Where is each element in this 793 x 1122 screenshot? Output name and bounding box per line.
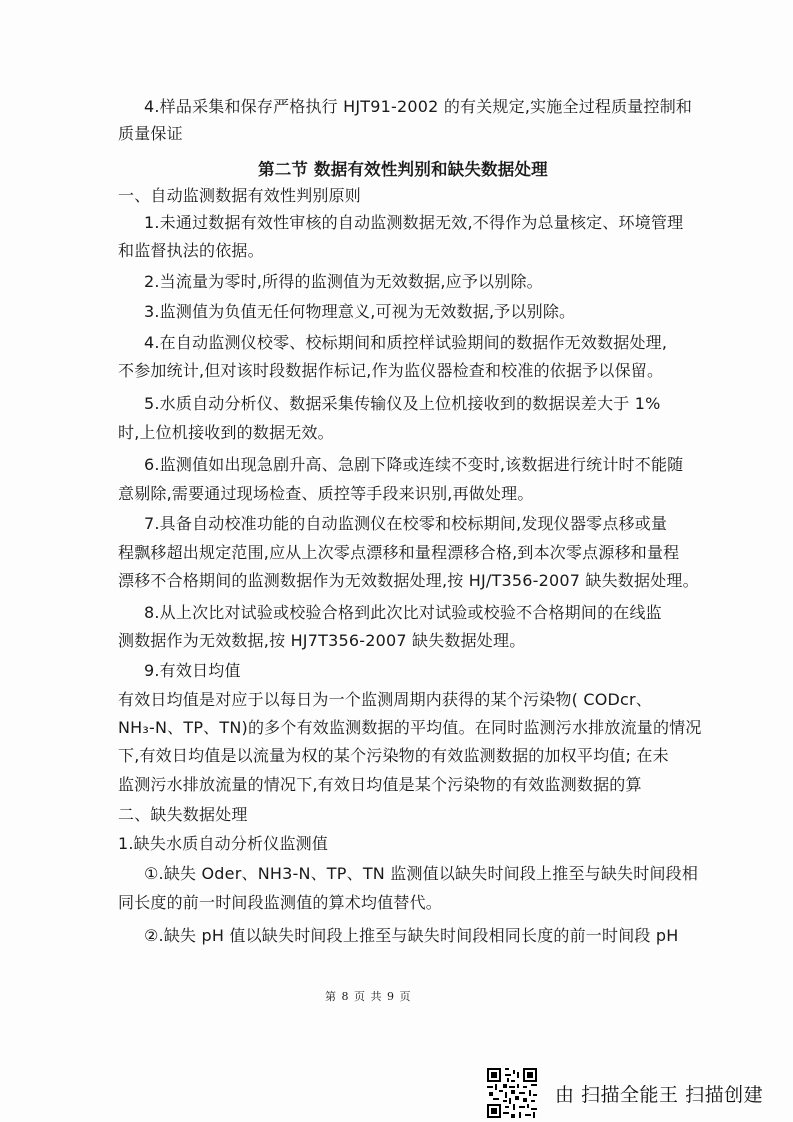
paragraph-line: 8.从上次比对试验或校验合格到此次比对试验或校验不合格期间的在线监	[144, 603, 662, 622]
paragraph-line: NH₃-N、TP、TN)的多个有效监测数据的平均值。在同时监测污水排放流量的情况	[118, 718, 702, 737]
paragraph-line: 质量保证	[118, 124, 183, 143]
paragraph-line: 时,上位机接收到的数据无效。	[118, 423, 334, 442]
paragraph-line: 程飘移超出规定范围,应从上次零点漂移和量程漂移合格,到本次零点源移和量程	[118, 543, 680, 562]
subsection-heading: 一、自动监测数据有效性判别原则	[118, 186, 362, 205]
paragraph-line: 监测污水排放流量的情况下,有效日均值是某个污染物的有效监测数据的算	[118, 775, 642, 794]
paragraph-line: 2.当流量为零时,所得的监测值为无效数据,应予以别除。	[144, 272, 543, 291]
paragraph-line: 意剔除,需要通过现场检查、质控等手段来识别,再做处理。	[118, 484, 534, 503]
paragraph-line: 4.样品采集和保存严格执行 HJT91-2002 的有关规定,实施全过程质量控制和	[144, 97, 693, 116]
paragraph-line: 1.未通过数据有效性审核的自动监测数据无效,不得作为总量核定、环境管理	[144, 213, 684, 232]
paragraph-line: 测数据作为无效数据,按 HJ7T356-2007 缺失数据处理。	[118, 631, 526, 650]
paragraph-line: 6.监测值如出现急剧升高、急剧下降或连续不变时,该数据进行统计时不能随	[144, 455, 684, 474]
paragraph-line: 漂移不合格期间的监测数据作为无效数据处理,按 HJ/T356-2007 缺失数据处理。	[118, 571, 699, 590]
scan-watermark-text: 由 扫描全能王 扫描创建	[555, 1083, 764, 1106]
paragraph-line: 5.水质自动分析仪、数据采集传输仪及上位机接收到的数据误差大于 1%	[144, 394, 661, 413]
paragraph-line: 有效日均值是对应于以每日为一个监测周期内获得的某个污染物( CODcr、	[118, 690, 652, 709]
paragraph-line: ①.缺失 Oder、NH3-N、TP、TN 监测值以缺失时间段上推至与缺失时间段相	[144, 864, 699, 883]
section-heading: 第二节 数据有效性判别和缺失数据处理	[258, 160, 548, 179]
paragraph-line: 和监督执法的依据。	[118, 241, 264, 260]
paragraph-line: 同长度的前一时间段监测值的算术均值替代。	[118, 893, 443, 912]
paragraph-line: 3.监测值为负值无任何物理意义,可视为无效数据,予以别除。	[144, 302, 576, 321]
subsection-heading: 1.缺失水质自动分析仪监测值	[118, 834, 329, 853]
paragraph-line: 4.在自动监测仪校零、校标期间和质控样试验期间的数据作无效数据处理,	[144, 333, 668, 352]
paragraph-line: 下,有效日均值是以流量为权的某个污染物的有效监测数据的加权平均值; 在未	[118, 746, 669, 765]
page-number: 第 8 页 共 9 页	[325, 990, 412, 1003]
subsection-heading: 9.有效日均值	[144, 661, 241, 680]
subsection-heading: 二、缺失数据处理	[118, 805, 248, 824]
scan-watermark	[487, 1068, 763, 1118]
paragraph-line: 7.具备自动校准功能的自动监测仪在校零和校标期间,发现仪器零点移或量	[144, 514, 668, 533]
qr-code-icon	[487, 1068, 537, 1118]
paragraph-line: 不参加统计,但对该时段数据作标记,作为监仪器检查和校准的依据予以保留。	[118, 361, 664, 380]
paragraph-line: ②.缺失 pH 值以缺失时间段上推至与缺失时间段相同长度的前一时间段 pH	[144, 926, 679, 945]
